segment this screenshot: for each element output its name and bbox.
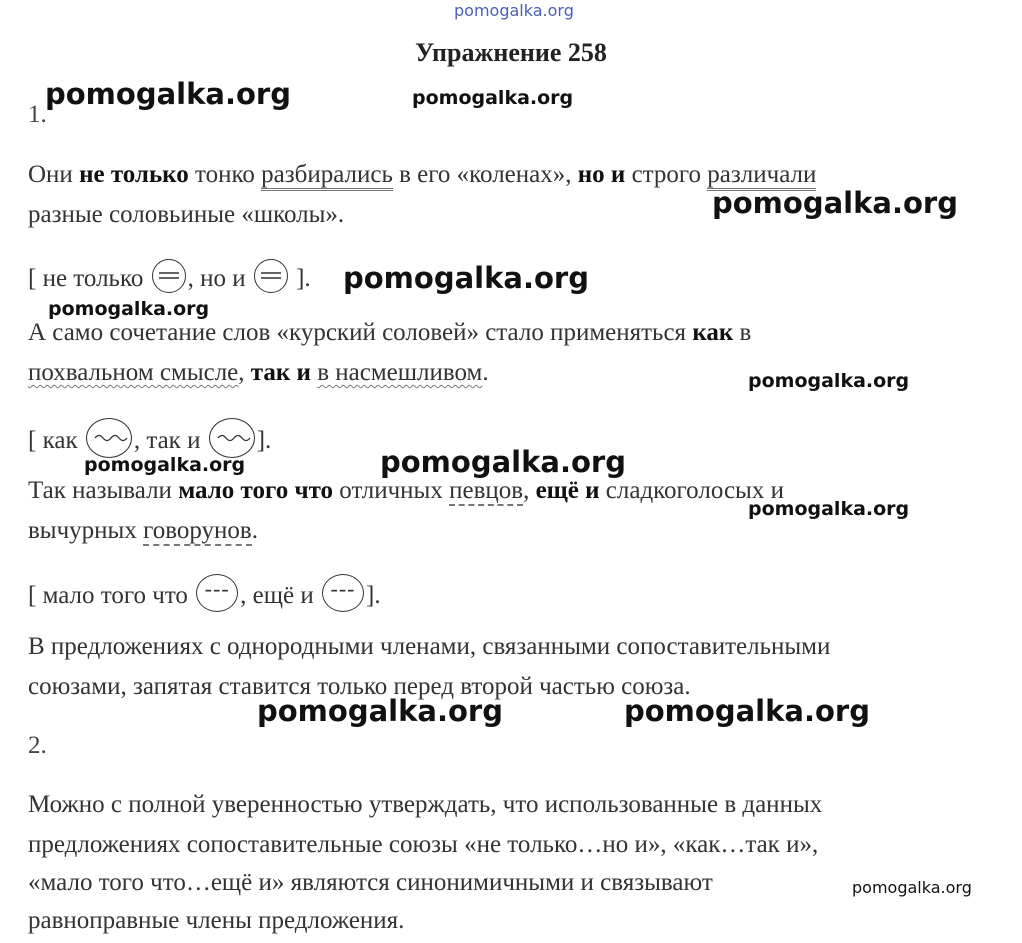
rule-line-2: союзами, запятая ставится только перед второй частью союза. xyxy=(28,673,691,700)
object-circle-icon: --- xyxy=(322,574,364,612)
watermark: pomogalka.org xyxy=(343,261,589,295)
section-2-number: 2. xyxy=(28,732,47,759)
rule-line-1: В предложениях с однородными членами, связанными сопоставительными xyxy=(28,633,831,660)
watermark: pomogalka.org xyxy=(257,694,503,728)
adverbial-circle-icon xyxy=(86,418,132,458)
watermark: pomogalka.org xyxy=(48,298,210,320)
adverbial: в насмешливом xyxy=(317,359,483,386)
object: певцов xyxy=(449,477,524,504)
watermark: pomogalka.org xyxy=(412,87,574,109)
scheme-3: [ мало того что --- , ещё и --- ]. xyxy=(28,574,381,612)
watermark: pomogalka.org xyxy=(380,445,626,479)
adverbial: похвальном смысле xyxy=(28,359,239,386)
sentence-2-line-2: похвальном смысле, так и в насмешливом. xyxy=(28,359,489,386)
predicate-circle-icon xyxy=(254,259,288,293)
object-circle-icon: --- xyxy=(196,574,238,612)
adverbial-circle-icon xyxy=(209,418,255,458)
sentence-1-line-2: разные соловьиные «школы». xyxy=(28,201,345,228)
predicate-circle-icon xyxy=(152,259,186,293)
watermark-top: pomogalka.org xyxy=(454,1,574,20)
sentence-3-line-1: Так называли мало того что отличных певцов, ещё и сладкоголосых и xyxy=(28,477,784,504)
watermark: pomogalka.org xyxy=(624,694,870,728)
section-1-number: 1. xyxy=(28,101,47,128)
watermark: pomogalka.org xyxy=(84,454,246,476)
predicate: различали xyxy=(707,161,816,191)
conclusion-line-4: равноправные члены предложения. xyxy=(28,907,405,934)
predicate: разбирались xyxy=(261,161,393,191)
sentence-3-line-2: вычурных говорунов. xyxy=(28,517,258,544)
conclusion-line-3: «мало того что…ещё и» являются синонимичными и связывают xyxy=(28,869,713,896)
watermark: pomogalka.org xyxy=(748,498,910,520)
watermark: pomogalka.org xyxy=(45,77,291,111)
sentence-1-line-1: Они не только тонко разбирались в его «коленах», но и строго различали xyxy=(28,162,816,187)
scheme-1: [ не только , но и ]. xyxy=(28,259,311,293)
conclusion-line-1: Можно с полной уверенностью утверждать, что использованные в данных xyxy=(28,791,823,818)
title: Упражнение 258 xyxy=(415,38,607,67)
object: говорунов xyxy=(143,517,252,544)
sentence-2-line-1: А само сочетание слов «курский соловей» стало применяться как в xyxy=(28,319,752,346)
watermark: pomogalka.org xyxy=(748,370,910,392)
conclusion-line-2: предложениях сопоставительные союзы «не только…но и», «как…так и», xyxy=(28,831,819,858)
watermark: pomogalka.org xyxy=(852,878,972,897)
scheme-2: [ как , так и ]. xyxy=(28,418,271,458)
watermark: pomogalka.org xyxy=(712,186,958,220)
